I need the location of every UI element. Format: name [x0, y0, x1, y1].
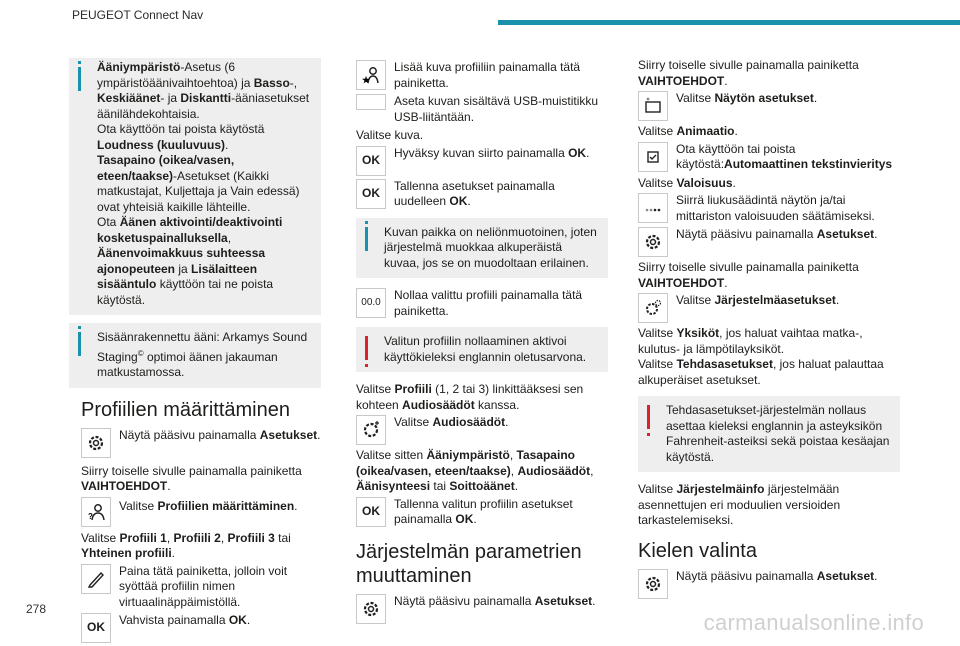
header-accent-bar [498, 20, 960, 25]
warning-icon [365, 336, 368, 360]
info-note-image: Kuvan paikka on neliönmuotoinen, joten järjestelmä muokkaa alkuperäistä kuvaa, jos se on muodoltaan erilainen. [356, 218, 608, 279]
info-note-arkamys: Sisäänrakennettu ääni: Arkamys Sound Staging© optimoi äänen jakauman matkustamossa. [69, 323, 321, 388]
watermark: carmanualsonline.info [703, 610, 924, 635]
instruction-row: Valitse Näytön asetukset. [638, 91, 900, 121]
warning-note-reset: Valitun profiilin nollaaminen aktivoi käyttökieleksi englannin oletusarvona. [356, 327, 608, 372]
instruction-row: OK Vahvista painamalla OK. [81, 613, 321, 643]
audio-settings-icon[interactable] [356, 415, 386, 445]
instruction-row: Näytä pääsivu painamalla Asetukset. [638, 227, 900, 257]
instruction-row: Valitse Audiosäädöt. [356, 415, 608, 445]
ok-button-icon[interactable]: OK [356, 179, 386, 209]
header-title: PEUGEOT Connect Nav [72, 8, 204, 22]
usb-stick-icon [356, 94, 386, 110]
ok-button-icon[interactable]: OK [356, 146, 386, 176]
note-text: Ääniympäristö-Asetus (6 ympäristöäänivaihtoehtoa) ja Basso-, Keskiäänet- ja Diskantti-ääniasetukset äänilähdekohtaisia. Ota käyttöön tai poista käytöstä Loudness (kuuluvuus). Tasapaino (oikea/vasen, eteen/taakse)-Asetukset (Kaikki matkustajat, Kuljettaja ja Vain edessä) ovat yhteisiä kaikille lähteille. Ota Äänen aktivointi/deaktivointi kosketuspainalluksella, Äänenvoimakkuus suhteessa ajonopeuteen ja Lisälaitteen sisääntulo käyttöön tai ne poista käytöstä. [97, 60, 310, 307]
instruction-row: OK Tallenna asetukset painamalla uudelleen OK. [356, 179, 608, 210]
ok-button-icon[interactable]: OK [356, 497, 386, 527]
info-icon [365, 227, 368, 251]
info-note-audio [69, 58, 321, 315]
add-photo-icon[interactable] [356, 60, 386, 90]
instruction-row: Näytä pääsivu painamalla Asetukset. [81, 428, 321, 458]
instruction-row: OK Hyväksy kuvan siirto painamalla OK. [356, 146, 608, 176]
edit-pencil-icon[interactable] [81, 564, 111, 594]
info-icon [78, 67, 81, 91]
instruction-row: Näytä pääsivu painamalla Asetukset. [356, 594, 608, 624]
instruction-row: OK Tallenna valitun profiilin asetukset painamalla OK. [356, 497, 608, 528]
instruction-row: ? Valitse Profiilien määrittäminen. [81, 497, 321, 527]
display-settings-icon[interactable] [638, 91, 668, 121]
section-heading-language: Kielen valinta [638, 539, 757, 562]
instruction-row: Siirrä liukusäädintä näytön ja/tai mittariston valoisuuden säätämiseksi. [638, 193, 900, 224]
instruction-row: Paina tätä painiketta, jolloin voit syöttää profiilin nimen virtuaalinäppäimistöllä. [81, 564, 321, 611]
column-2: ★ Lisää kuva profiiliin painamalla tätä painiketta. Aseta kuvan sisältävä USB-muistitikku USB-liitäntään. Valitse kuva. OK Hyväksy kuvan siirto painamalla OK. OK Tallenna asetukset painamalla uudelleen OK. Kuvan paikka on neliönmuotoinen, joten järjestelmä muokkaa alkuperäistä kuvaa, jos se on muodoltaan erilainen. 00.0 Nollaa valittu profiili painamalla tätä painiketta. Valitun profiilin nollaaminen aktivoi käyttökieleksi englannin oletusarvona. Valitse Profiili (1, 2 tai 3) linkittääksesi sen kohteen Audiosäädöt kanssa. Valitse Audiosäädöt. Valitse sitten Ääniympäristö, Tasapaino (oikea/vasen, eteen/taakse), Audiosäädöt, Äänisynteesi tai Soittoäänet. OK Tallenna valitun profiilin asetukset painamalla OK. Järjestelmän parametrien muuttaminen Näytä pääsivu painamalla Asetukset. [356, 58, 608, 627]
svg-text:?: ? [88, 511, 93, 521]
settings-gear-icon[interactable] [356, 594, 386, 624]
column-1: Ääniympäristö-Asetus (6 ympäristöäänivaihtoehtoa) ja Basso-, Keskiäänet- ja Diskantti-ääniasetukset äänilähdekohtaisia. Ota käyttöön tai poista käytöstä Loudness (kuuluvuus). Tasapaino (oikea/vasen, eteen/taakse)-Asetukset (Kaikki matkustajat, Kuljettaja ja Vain edessä) ovat yhteisiä kaikille lähteille. Ota Äänen aktivointi/deaktivointi kosketuspainalluksella, Äänenvoimakkuus suhteessa ajonopeuteen ja Lisälaitteen sisääntulo käyttöön tai ne poista käytöstä. Sisäänrakennettu ääni: Arkamys Sound Staging© optimoi äänen jakauman matkustamossa. Profiilien määrittäminen Näytä pääsivu painamalla Asetukset. Siirry toiselle sivulle painamalla painiketta VAIHTOEHDOT. ? Valitse Profiilien määrittäminen. Valitse Profiili 1, Profiili 2, Profiili 3 tai Yhteinen profiili. Paina tätä painiketta, jolloin voit syöttää profiilin nimen virtuaalinäppäimistöllä. OK Vahvista painamalla OK. [81, 58, 321, 646]
svg-text:★: ★ [362, 75, 371, 85]
settings-gear-icon[interactable] [81, 428, 111, 458]
page-number: 278 [26, 602, 47, 616]
profile-icon[interactable] [81, 497, 111, 527]
instruction-row: Valitse Järjestelmäasetukset. [638, 293, 900, 323]
instruction-row: Ota käyttöön tai poista käytöstä:Automaattinen tekstinvieritys [638, 142, 900, 173]
settings-gear-icon[interactable] [638, 227, 668, 257]
ok-button-icon[interactable]: OK [81, 613, 111, 643]
checkbox-icon[interactable] [638, 142, 668, 172]
settings-gear-icon[interactable] [638, 569, 668, 599]
section-heading-profiles: Profiilien määrittäminen [81, 398, 290, 421]
instruction-row: ★ Lisää kuva profiiliin painamalla tätä painiketta. [356, 60, 608, 91]
instruction-row: 00.0 Nollaa valittu profiili painamalla tätä painiketta. [356, 288, 608, 319]
instruction-row: Aseta kuvan sisältävä USB-muistitikku USB-liitäntään. [356, 94, 608, 125]
reset-profile-icon[interactable]: 00.0 [356, 288, 386, 318]
info-icon [78, 332, 81, 356]
brightness-slider-icon[interactable] [638, 193, 668, 223]
system-settings-icon[interactable] [638, 293, 668, 323]
column-3: Siirry toiselle sivulle painamalla painiketta VAIHTOEHDOT. Valitse Näytön asetukset. Valitse Animaatio. Ota käyttöön tai poista käytöstä:Automaattinen tekstinvieritys Valitse Valoisuus. Siirrä liukusäädintä näytön ja/tai mittariston valoisuuden säätämiseksi. Näytä pääsivu painamalla Asetukset. Siirry toiselle sivulle painamalla painiketta VAIHTOEHDOT. Valitse Järjestelmäasetukset. Valitse Yksiköt, jos haluat vaihtaa matka-, kulutus- ja lämpötilayksiköt. Valitse Tehdasasetukset, jos haluat palauttaa alkuperäiset asetukset. Tehdasasetukset-järjestelmän nollaus asettaa kieleksi englannin ja asteyksikön Fahrenheit-asteiksi sekä poistaa kesäajan käytöstä. Valitse Järjestelmäinfo järjestelmään asennettujen eri moduulien versioiden tarkastelemiseksi. Kielen valinta Näytä pääsivu painamalla Asetukset. [638, 58, 900, 602]
warning-note-factory: Tehdasasetukset-järjestelmän nollaus asettaa kieleksi englannin ja asteyksikön Fahrenheit-asteiksi sekä poistaa kesäajan käytöstä. [638, 396, 900, 472]
warning-icon [647, 405, 650, 429]
instruction-row: Näytä pääsivu painamalla Asetukset. [638, 569, 900, 599]
section-heading-system: Järjestelmän parametrien muuttaminen [356, 540, 582, 587]
